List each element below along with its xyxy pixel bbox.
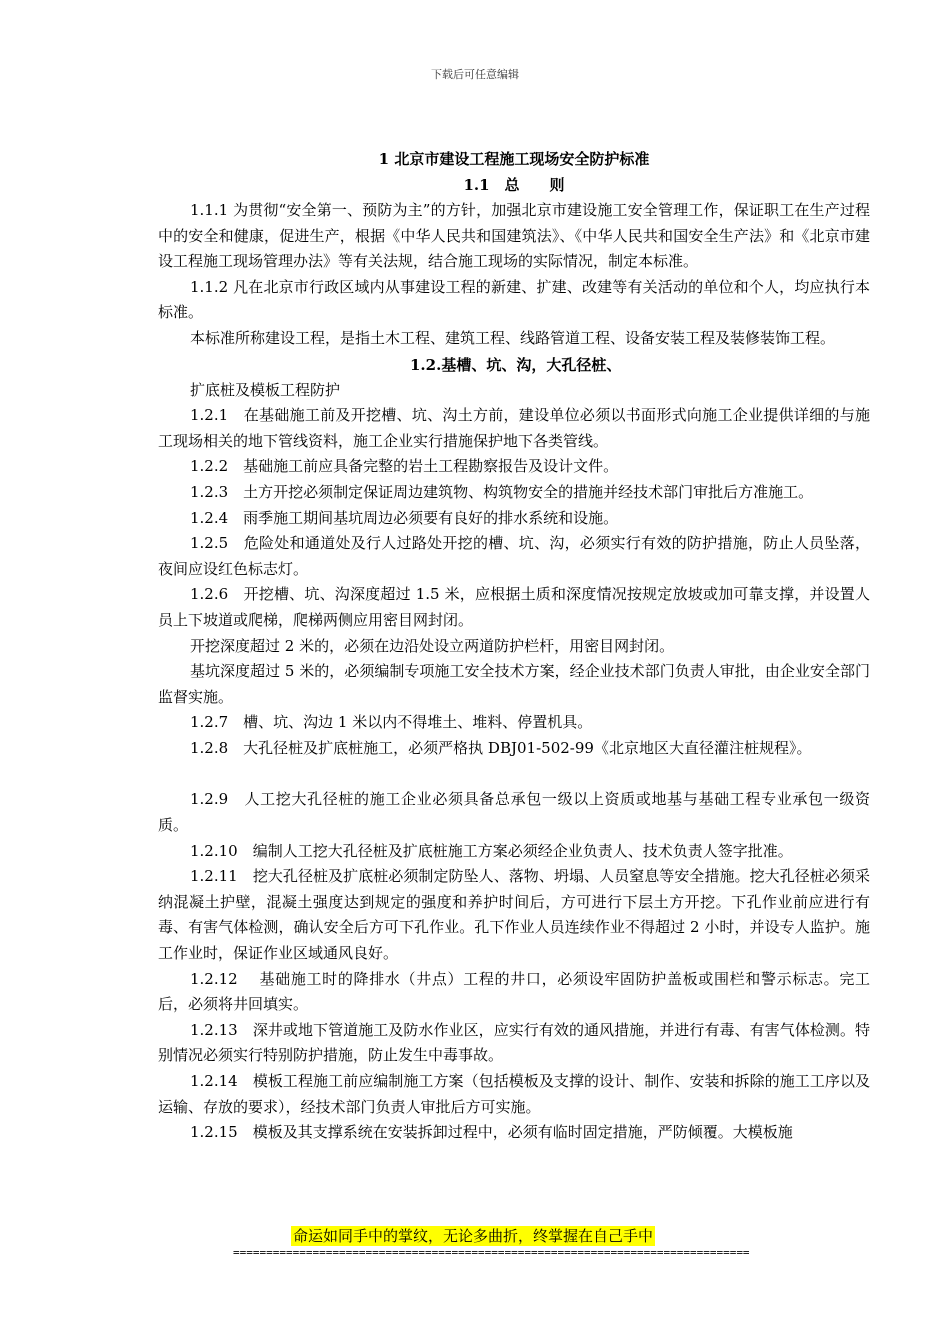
paragraph-1-2-14: 1.2.14 模板工程施工前应编制施工方案（包括模板及支撑的设计、制作、安装和拆除的施工工序以及运输、存放的要求），经技术部门负责人审批后方可实施。 xyxy=(158,1072,870,1116)
paragraph-1-1-2: 1.1.2 凡在北京市行政区域内从事建设工程的新建、扩建、改建等有关活动的单位和个人，均应执行本标准。 xyxy=(158,277,870,322)
document-title: 1 北京市建设工程施工现场安全防护标准 xyxy=(378,150,650,168)
document-body xyxy=(158,146,870,1146)
paragraph-depth-5m: 基坑深度超过 5 米的，必须编制专项施工安全技术方案，经企业技术部门负责人审批，由企业安全部门监督实施。 xyxy=(158,662,870,706)
paragraph-scope: 本标准所称建设工程，是指土木工程、建筑工程、线路管道工程、设备安装工程及装修装饰工程。 xyxy=(190,328,836,347)
section-heading-1-2-continued: 扩底桩及模板工程防护 xyxy=(190,380,341,399)
footer-motto: 命运如同手中的掌纹，无论多曲折，终掌握在自己手中 xyxy=(293,1227,654,1245)
paragraph-1-2-1: 1.2.1 在基础施工前及开挖槽、坑、沟土方前，建设单位必须以书面形式向施工企业提供详细的与施工现场相关的地下管线资料，施工企业实行措施保护地下各类管线。 xyxy=(158,406,870,450)
paragraph-1-2-11: 1.2.11 挖大孔径桩及扩底桩必须制定防坠人、落物、坍塌、人员窒息等安全措施。挖大孔径桩必须采纳混凝土护壁，混凝土强度达到规定的强度和养护时间后，方可进行下层土方开挖。下孔作业前应进行有毒、有害气体检测，确认安全后方可下孔作业。孔下作业人员连续作业不得超过 2 小时，并设专人监护。施工作业时，保证作业区域通风良好。 xyxy=(158,867,870,963)
paragraph-1-2-12: 1.2.12 基础施工时的降排水（井点）工程的井口，必须设牢固防护盖板或围栏和警示标志。完工后，必须将井回填实。 xyxy=(158,969,870,1014)
paragraph-1-1-1: 1.1.1 为贯彻“安全第一、预防为主”的方针，加强北京市建设施工安全管理工作，保证职工在生产过程中的安全和健康，促进生产，根据《中华人民共和国建筑法》、《中华人民共和国安全生产法》和《北京市建设工程施工现场管理办法》等有关法规，结合施工现场的实际情况，制定本标准。 xyxy=(158,201,870,271)
paragraph-1-2-6: 1.2.6 开挖槽、坑、沟深度超过 1.5 米，应根据土质和深度情况按规定放坡或加可靠支撑，并设置人员上下坡道或爬梯，爬梯两侧应用密目网封闭。 xyxy=(158,585,870,629)
header-note: 下载后可任意编辑 xyxy=(431,68,519,81)
paragraph-depth-2m: 开挖深度超过 2 米的，必须在边沿处设立两道防护栏杆，用密目网封闭。 xyxy=(190,636,675,655)
paragraph-1-2-9: 1.2.9 人工挖大孔径桩的施工企业必须具备总承包一级以上资质或地基与基础工程专业承包一级资质。 xyxy=(158,790,870,835)
blank-line xyxy=(158,761,870,787)
paragraph-1-2-2: 1.2.2 基础施工前应具备完整的岩土工程勘察报告及设计文件。 xyxy=(190,457,619,476)
section-heading-1-2: 1.2.基槽、坑、沟，大孔径桩、 xyxy=(410,355,622,374)
paragraph-1-2-7: 1.2.7 槽、坑、沟边 1 米以内不得堆土、堆料、停置机具。 xyxy=(190,713,593,732)
paragraph-1-2-4: 1.2.4 雨季施工期间基坑周边必须要有良好的排水系统和设施。 xyxy=(190,508,619,527)
paragraph-1-2-15: 1.2.15 模板及其支撑系统在安装拆卸过程中，必须有临时固定措施，严防倾覆。大模板施 xyxy=(190,1123,793,1142)
footer-rule: ============================================================================== xyxy=(233,1246,750,1259)
section-heading-1-1: 1.1 总 则 xyxy=(463,176,565,194)
paragraph-1-2-3: 1.2.3 土方开挖必须制定保证周边建筑物、构筑物安全的措施并经技术部门审批后方准施工。 xyxy=(190,482,814,501)
paragraph-1-2-8: 1.2.8 大孔径桩及扩底桩施工，必须严格执 DBJ01-502-99《北京地区大直径灌注桩规程》。 xyxy=(190,738,812,757)
paragraph-1-2-10: 1.2.10 编制人工挖大孔径桩及扩底桩施工方案必须经企业负责人、技术负责人签字批准。 xyxy=(190,841,793,860)
paragraph-1-2-13: 1.2.13 深井或地下管道施工及防水作业区，应实行有效的通风措施，并进行有毒、有害气体检测。特别情况必须实行特别防护措施，防止发生中毒事故。 xyxy=(158,1020,870,1065)
paragraph-1-2-5: 1.2.5 危险处和通道处及行人过路处开挖的槽、坑、沟，必须实行有效的防护措施，防止人员坠落，夜间应设红色标志灯。 xyxy=(158,534,870,578)
